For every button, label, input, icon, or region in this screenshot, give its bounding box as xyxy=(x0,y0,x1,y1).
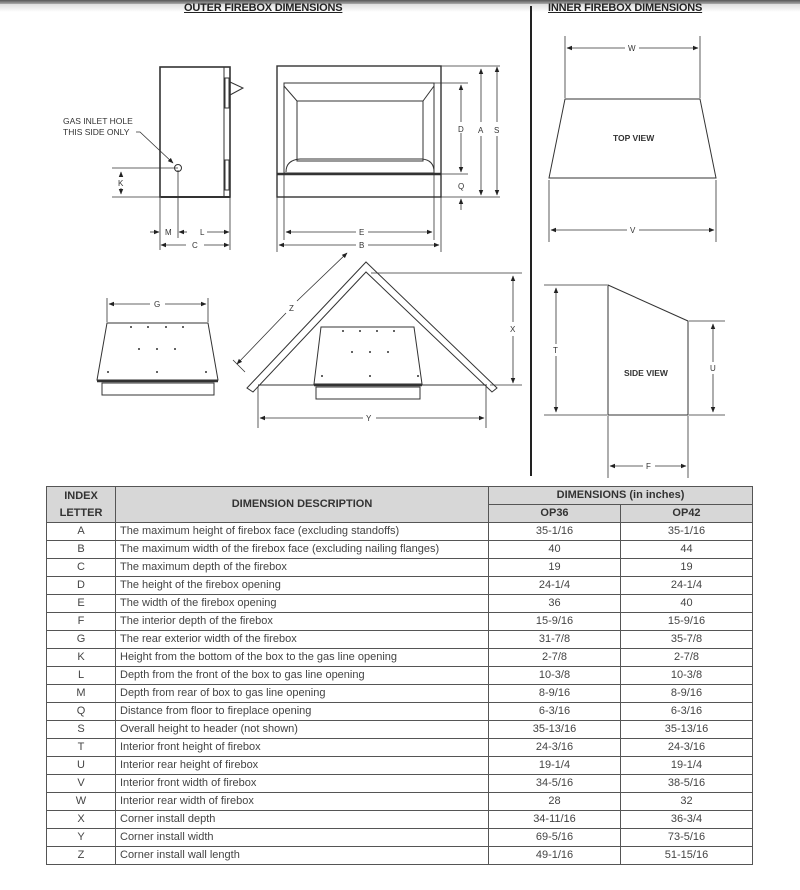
description-cell: Corner install depth xyxy=(116,811,489,829)
dim-label-g: G xyxy=(154,300,161,309)
description-cell: The maximum width of the firebox face (excluding nailing flanges) xyxy=(116,541,489,559)
header-model-op36: OP36 xyxy=(489,505,621,523)
table-row xyxy=(47,775,753,793)
op36-value-cell: 34-5/16 xyxy=(489,775,621,793)
dim-label-q: Q xyxy=(458,182,465,191)
dim-label-f: F xyxy=(646,462,651,471)
table-row xyxy=(47,541,753,559)
op36-value-cell: 19 xyxy=(489,559,621,577)
op42-value-cell: 15-9/16 xyxy=(621,613,753,631)
op36-value-cell: 24-3/16 xyxy=(489,739,621,757)
op42-value-cell: 36-3/4 xyxy=(621,811,753,829)
table-row xyxy=(47,613,753,631)
dim-label-u: U xyxy=(710,364,716,373)
table-row xyxy=(47,649,753,667)
description-cell: The interior depth of the firebox xyxy=(116,613,489,631)
corner-view-dots xyxy=(321,330,419,377)
op36-value-cell: 31-7/8 xyxy=(489,631,621,649)
op36-value-cell: 8-9/16 xyxy=(489,685,621,703)
table-row xyxy=(47,739,753,757)
table-row xyxy=(47,559,753,577)
description-cell: Corner install width xyxy=(116,829,489,847)
outer-top-view-dots xyxy=(107,326,207,373)
op36-value-cell: 19-1/4 xyxy=(489,757,621,775)
op42-value-cell: 40 xyxy=(621,595,753,613)
dim-label-d: D xyxy=(458,125,464,134)
description-cell: Distance from floor to fireplace opening xyxy=(116,703,489,721)
dimensions-table xyxy=(46,486,753,865)
header-description: DIMENSION DESCRIPTION xyxy=(116,487,489,523)
table-row xyxy=(47,721,753,739)
gas-inlet-note-line2: THIS SIDE ONLY xyxy=(63,127,130,137)
header-index-line2: LETTER xyxy=(59,506,103,519)
op36-value-cell: 10-3/8 xyxy=(489,667,621,685)
index-letter-cell: B xyxy=(47,541,116,559)
index-letter-cell: T xyxy=(47,739,116,757)
table-row xyxy=(47,847,753,865)
op36-value-cell: 15-9/16 xyxy=(489,613,621,631)
dim-label-v: V xyxy=(630,226,636,235)
op36-value-cell: 40 xyxy=(489,541,621,559)
index-letter-cell: M xyxy=(47,685,116,703)
dim-label-k: K xyxy=(118,179,124,188)
description-cell: Depth from the front of the box to gas line opening xyxy=(116,667,489,685)
op42-value-cell: 19 xyxy=(621,559,753,577)
dim-label-b: B xyxy=(359,241,365,250)
index-letter-cell: C xyxy=(47,559,116,577)
op42-value-cell: 10-3/8 xyxy=(621,667,753,685)
dim-label-m: M xyxy=(165,228,172,237)
inner-firebox-heading: INNER FIREBOX DIMENSIONS xyxy=(548,2,703,14)
index-letter-cell: D xyxy=(47,577,116,595)
outer-firebox-heading: OUTER FIREBOX DIMENSIONS xyxy=(184,2,343,14)
index-letter-cell: V xyxy=(47,775,116,793)
dim-label-a: A xyxy=(478,126,484,135)
op42-value-cell: 24-3/16 xyxy=(621,739,753,757)
table-row xyxy=(47,667,753,685)
op42-value-cell: 2-7/8 xyxy=(621,649,753,667)
op36-value-cell: 28 xyxy=(489,793,621,811)
inner-side-view xyxy=(608,285,688,415)
table-row xyxy=(47,577,753,595)
dim-label-z: Z xyxy=(289,304,294,313)
op36-value-cell: 49-1/16 xyxy=(489,847,621,865)
description-cell: The height of the firebox opening xyxy=(116,577,489,595)
op42-value-cell: 35-13/16 xyxy=(621,721,753,739)
op42-value-cell: 35-7/8 xyxy=(621,631,753,649)
index-letter-cell: Q xyxy=(47,703,116,721)
index-letter-cell: K xyxy=(47,649,116,667)
description-cell: The width of the firebox opening xyxy=(116,595,489,613)
table-row xyxy=(47,685,753,703)
outer-top-view xyxy=(97,323,218,395)
dim-label-e: E xyxy=(359,228,365,237)
header-index-line1: INDEX xyxy=(64,489,98,502)
op42-value-cell: 38-5/16 xyxy=(621,775,753,793)
op36-value-cell: 36 xyxy=(489,595,621,613)
description-cell: Corner install wall length xyxy=(116,847,489,865)
op36-value-cell: 6-3/16 xyxy=(489,703,621,721)
description-cell: Overall height to header (not shown) xyxy=(116,721,489,739)
index-letter-cell: L xyxy=(47,667,116,685)
table-row xyxy=(47,703,753,721)
op42-value-cell: 35-1/16 xyxy=(621,523,753,541)
side-view-label: SIDE VIEW xyxy=(624,368,668,378)
dim-label-c: C xyxy=(192,241,198,250)
index-letter-cell: F xyxy=(47,613,116,631)
table-row xyxy=(47,829,753,847)
index-letter-cell: X xyxy=(47,811,116,829)
op42-value-cell: 24-1/4 xyxy=(621,577,753,595)
dim-label-t: T xyxy=(553,346,558,355)
description-cell: Height from the bottom of the box to the gas line opening xyxy=(116,649,489,667)
op42-value-cell: 73-5/16 xyxy=(621,829,753,847)
dim-label-y: Y xyxy=(366,414,372,423)
op42-value-cell: 6-3/16 xyxy=(621,703,753,721)
op36-value-cell: 34-11/16 xyxy=(489,811,621,829)
table-row xyxy=(47,523,753,541)
outer-side-view xyxy=(160,67,243,197)
header-dimensions: DIMENSIONS (in inches) xyxy=(489,487,753,505)
description-cell: The maximum height of firebox face (excluding standoffs) xyxy=(116,523,489,541)
index-letter-cell: Y xyxy=(47,829,116,847)
op36-value-cell: 35-13/16 xyxy=(489,721,621,739)
op42-value-cell: 51-15/16 xyxy=(621,847,753,865)
description-cell: The rear exterior width of the firebox xyxy=(116,631,489,649)
dim-label-w: W xyxy=(628,44,636,53)
outer-front-view xyxy=(277,66,441,197)
table-row xyxy=(47,595,753,613)
dimensions-table-body xyxy=(47,523,753,865)
dim-label-s: S xyxy=(494,126,500,135)
op42-value-cell: 19-1/4 xyxy=(621,757,753,775)
op36-value-cell: 24-1/4 xyxy=(489,577,621,595)
description-cell: Interior rear height of firebox xyxy=(116,757,489,775)
header-model-op42: OP42 xyxy=(621,505,753,523)
index-letter-cell: S xyxy=(47,721,116,739)
dim-label-l: L xyxy=(200,228,205,237)
index-letter-cell: G xyxy=(47,631,116,649)
op42-value-cell: 32 xyxy=(621,793,753,811)
table-row xyxy=(47,631,753,649)
op36-value-cell: 2-7/8 xyxy=(489,649,621,667)
description-cell: Interior front width of firebox xyxy=(116,775,489,793)
description-cell: Depth from rear of box to gas line opening xyxy=(116,685,489,703)
op42-value-cell: 8-9/16 xyxy=(621,685,753,703)
table-row xyxy=(47,793,753,811)
op36-value-cell: 35-1/16 xyxy=(489,523,621,541)
dim-label-x: X xyxy=(510,325,516,334)
index-letter-cell: W xyxy=(47,793,116,811)
index-letter-cell: U xyxy=(47,757,116,775)
corner-install-view xyxy=(247,262,497,399)
table-row xyxy=(47,811,753,829)
description-cell: Interior front height of firebox xyxy=(116,739,489,757)
index-letter-cell: A xyxy=(47,523,116,541)
description-cell: Interior rear width of firebox xyxy=(116,793,489,811)
op36-value-cell: 69-5/16 xyxy=(489,829,621,847)
index-letter-cell: E xyxy=(47,595,116,613)
top-view-label: TOP VIEW xyxy=(613,133,655,143)
index-letter-cell: Z xyxy=(47,847,116,865)
description-cell: The maximum depth of the firebox xyxy=(116,559,489,577)
header-index-letter xyxy=(47,487,116,523)
op42-value-cell: 44 xyxy=(621,541,753,559)
gas-inlet-note-line1: GAS INLET HOLE xyxy=(63,116,133,126)
table-row xyxy=(47,757,753,775)
